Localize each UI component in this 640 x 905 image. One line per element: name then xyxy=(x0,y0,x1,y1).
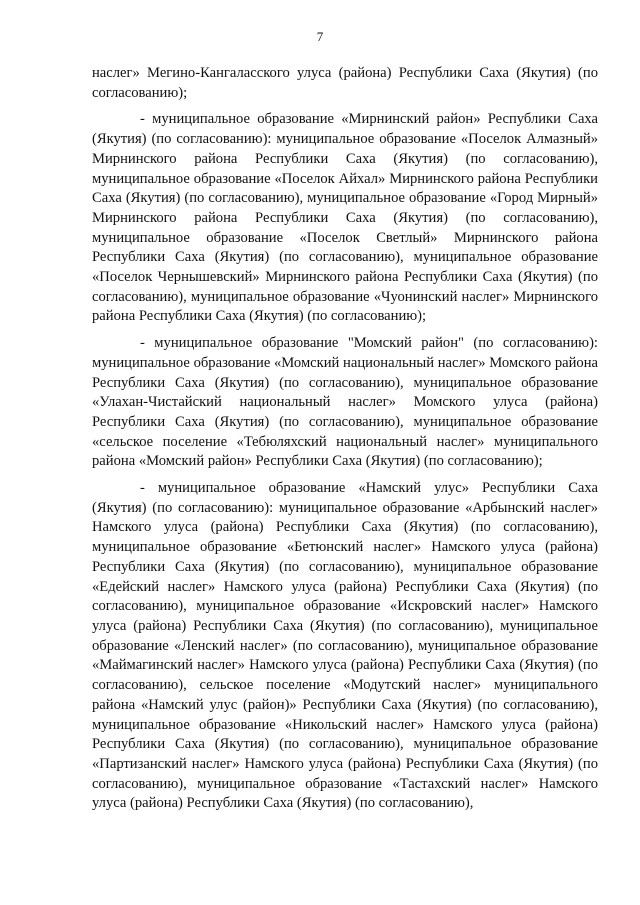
document-body xyxy=(92,64,598,821)
paragraph-momsky: - муниципальное образование "Момский район" (по согласованию): муниципальное образование «Момский национальный наслег» Момского района Республики Саха (Якутия) (по согласованию), муниципальное образование «Улахан-Чистайский национальный наслег» Момского улуса (района) Республики Саха (Якутия) (по согласованию), муниципальное образование «сельское поселение «Тебюляхский национальный наслег» муниципального района «Момский район» Республики Саха (Якутия) (по согласованию); xyxy=(92,335,598,470)
paragraph-continuation: наслег» Мегино-Кангаласского улуса (района) Республики Саха (Якутия) (по согласованию); xyxy=(92,65,598,101)
paragraph-namsky: - муниципальное образование «Намский улус» Республики Саха (Якутия) (по согласованию): муниципальное образование «Арбынский наслег» Намского улуса (района) Республики Саха (Якутия) (по согласованию), муниципальное образование «Бетюнский наслег» Намского улуса (района) Республики Саха (Якутия) (по согласованию), муниципальное образование «Едейский наслег» Намского улуса (района) Республики Саха (Якутия) (по согласованию), муниципальное образование «Искровский наслег» Намского улуса (района) Республики Саха (Якутия) (по согласованию), муниципальное образование «Ленский наслег» (по согласованию), муниципальное образование «Маймагинский наслег» Намского улуса (района) Республики Саха (Якутия) (по согласованию), сельское поселение «Модутский наслег» муниципального района «Намский улус (район)» Республики Саха (Якутия) (по согласованию), муниципальное образование «Никольский наслег» Намского улуса (района) Республики Саха (Якутия) (по согласованию), муниципальное образование «Партизанский наслег» Намского улуса (района) Республики Саха (Якутия) (по согласованию), муниципальное образование «Тастахский наслег» Намского улуса (района) Республики Саха (Якутия) (по согласованию), xyxy=(92,480,598,812)
paragraph-mirninsky: - муниципальное образование «Мирнинский район» Республики Саха (Якутия) (по согласованию): муниципальное образование «Поселок Алмазный» Мирнинского района Республики Саха (Якутия) (по согласованию), муниципальное образование «Поселок Айхал» Мирнинского района Республики Саха (Якутия) (по согласованию), муниципальное образование «Город Мирный» Мирнинского района Республики Саха (Якутия) (по согласованию), муниципальное образование «Поселок Светлый» Мирнинского района Республики Саха (Якутия) (по согласованию), муниципальное образование «Поселок Чернышевский» Мирнинского района Республики Саха (Якутия) (по согласованию), муниципальное образование «Чуонинский наслег» Мирнинского района Республики Саха (Якутия) (по согласованию); xyxy=(92,111,598,325)
page-number: 7 xyxy=(316,29,324,44)
